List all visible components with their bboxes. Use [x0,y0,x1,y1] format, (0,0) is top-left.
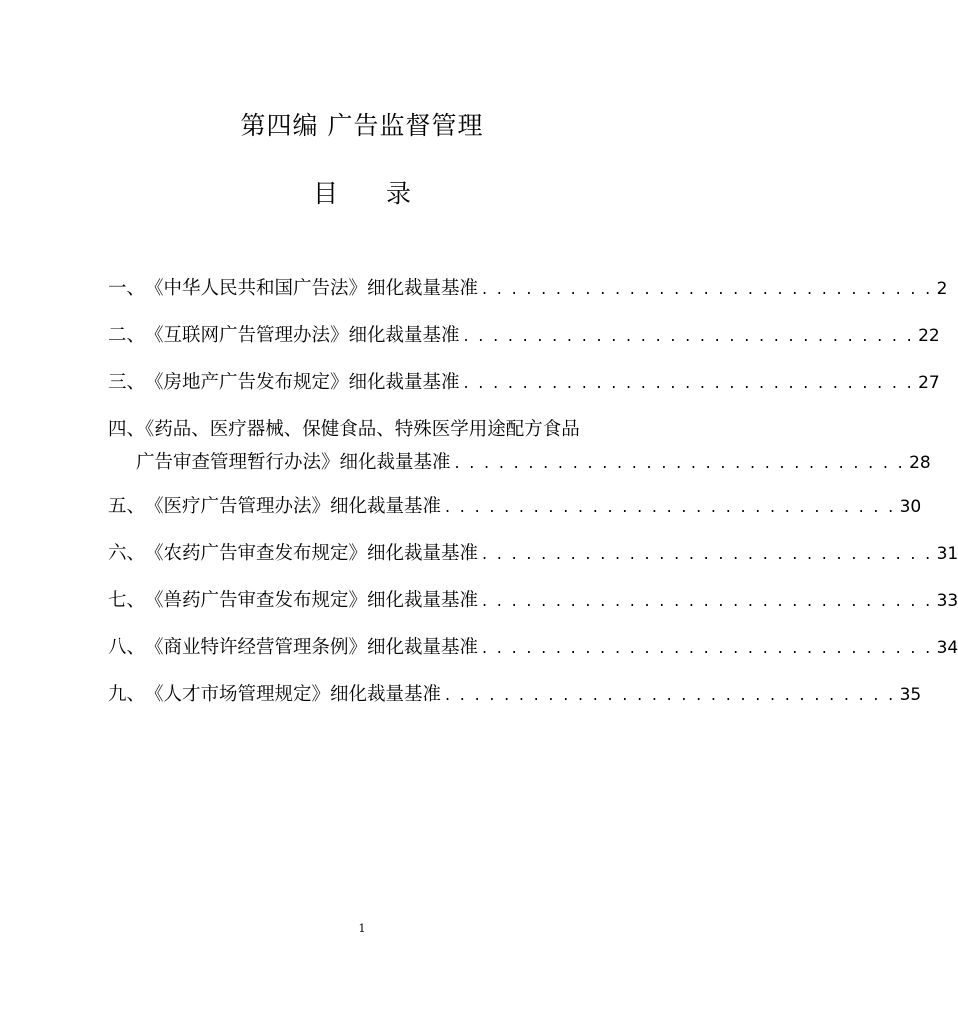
toc-entry-page: 28 [909,453,931,473]
toc-entry-number: 九、 [108,684,146,705]
toc-entry-number: 八、 [108,637,146,658]
toc-entry[interactable] [108,415,931,478]
toc-entry[interactable] [108,368,940,398]
toc-leader-dots: . . . . . . . . . . . . . . . . . . . . . . . . . . . . . . . [482,544,933,563]
toc-leader-dots: . . . . . . . . . . . . . . . . . . . . . . . . . . . . . . . [454,453,906,472]
toc-leader-dots: . . . . . . . . . . . . . . . . . . . . . . . . . . . . . . . [463,326,915,345]
toc-entry-title-line-1: 《药品、医疗器械、保健食品、特殊医学用途配方食品 [145,419,580,440]
toc-leader-dots: . . . . . . . . . . . . . . . . . . . . . . . . . . . . . . . [445,685,896,704]
toc-leader-dots: . . . . . . . . . . . . . . . . . . . . . . . . . . . . . . . [482,279,933,298]
toc-entry-number: 六、 [108,543,146,564]
toc-entry-page: 33 [936,591,958,611]
toc-entry-number: 七、 [108,590,146,611]
toc-entry-title: 《商业特许经营管理条例》细化裁量基准 [145,637,479,658]
toc-entry[interactable] [108,274,948,304]
toc-heading [0,176,724,212]
toc-entry-number: 五、 [108,496,146,517]
toc-entry-number: 四、 [108,419,146,440]
toc-entry-number: 一、 [108,278,146,299]
toc-entry-page: 27 [918,373,940,393]
toc-entry-title: 《中华人民共和国广告法》细化裁量基准 [145,278,479,299]
toc-entry[interactable] [108,492,922,522]
toc-leader-dots: . . . . . . . . . . . . . . . . . . . . . . . . . . . . . . . [463,373,915,392]
toc-entry[interactable] [108,586,958,616]
toc-entry-page: 35 [899,685,922,705]
toc-entry-title: 《兽药广告审查发布规定》细化裁量基准 [145,590,479,611]
toc-entry-title: 《农药广告审查发布规定》细化裁量基准 [145,543,479,564]
toc-entry[interactable] [108,680,922,710]
toc-entry-title: 《医疗广告管理办法》细化裁量基准 [145,496,442,517]
toc-entry-title: 《房地产广告发布规定》细化裁量基准 [145,372,460,393]
toc-entry-page: 30 [899,497,922,517]
toc-heading-char-1: 目 [312,179,338,208]
toc-leader-dots: . . . . . . . . . . . . . . . . . . . . . . . . . . . . . . . [445,497,896,516]
toc-leader-dots: . . . . . . . . . . . . . . . . . . . . . . . . . . . . . . . [482,591,933,610]
page-title: 第四编 广告监督管理 [240,111,484,140]
toc-entry-page: 22 [918,326,940,346]
toc-entry[interactable] [108,321,940,351]
toc-entry-number: 二、 [108,325,146,346]
toc-entry-page: 34 [936,638,958,658]
toc-entry-page: 2 [936,279,948,299]
table-of-contents [108,274,958,727]
toc-entry-number: 三、 [108,372,146,393]
footer-page-number: 1 [358,922,366,935]
toc-entry-title-line-2: 广告审查管理暂行办法》细化裁量基准 [136,452,451,473]
toc-leader-dots: . . . . . . . . . . . . . . . . . . . . . . . . . . . . . . . [482,638,933,657]
toc-entry-title: 《人才市场管理规定》细化裁量基准 [145,684,442,705]
toc-entry[interactable] [108,633,958,663]
toc-entry-title: 《互联网广告管理办法》细化裁量基准 [145,325,460,346]
toc-entry[interactable] [108,539,958,569]
toc-entry-page: 31 [936,544,958,564]
toc-heading-char-2: 录 [386,179,412,208]
